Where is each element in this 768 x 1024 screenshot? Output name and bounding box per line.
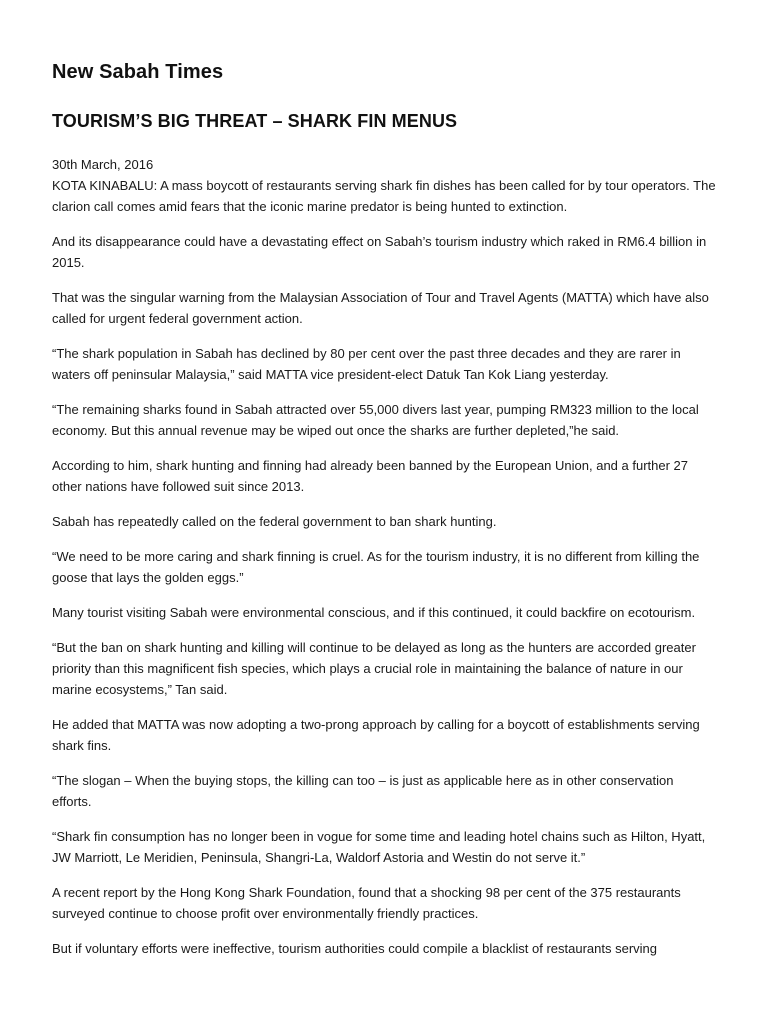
article-paragraph: “The slogan – When the buying stops, the killing can too – is just as applicable here as in other conservation efforts.	[52, 773, 674, 809]
article-paragraph	[52, 154, 716, 217]
article-body	[52, 154, 716, 973]
article-paragraph-text: KOTA KINABALU: A mass boycott of restaurants serving shark fin dishes has been called for by tour operators. The clarion call comes amid fears that the iconic marine predator is being hunted to extinction.	[52, 178, 716, 214]
article-paragraph: Sabah has repeatedly called on the federal government to ban shark hunting.	[52, 514, 497, 529]
article-paragraph: A recent report by the Hong Kong Shark Foundation, found that a shocking 98 per cent of the 375 restaurants surveyed continue to choose profit over environmentally friendly practices.	[52, 885, 681, 921]
article-paragraph: “But the ban on shark hunting and killing will continue to be delayed as long as the hunters are accorded greater priority than this magnificent fish species, which plays a crucial role in maintaining the balance of nature in our marine ecosystems,” Tan said.	[52, 640, 696, 697]
article-paragraph: “The remaining sharks found in Sabah attracted over 55,000 divers last year, pumping RM323 million to the local economy. But this annual revenue may be wiped out once the sharks are further depleted,”he said.	[52, 402, 699, 438]
article-paragraph: According to him, shark hunting and finning had already been banned by the European Union, and a further 27 other nations have followed suit since 2013.	[52, 458, 688, 494]
article-paragraph: Many tourist visiting Sabah were environmental conscious, and if this continued, it could backfire on ecotourism.	[52, 605, 696, 620]
article-date: 30th March, 2016	[52, 157, 154, 172]
publication-name: New Sabah Times	[52, 61, 224, 83]
article-headline: TOURISM’S BIG THREAT – SHARK FIN MENUS	[52, 111, 458, 131]
article-paragraph: “We need to be more caring and shark finning is cruel. As for the tourism industry, it is no different from killing the goose that lays the golden eggs.”	[52, 549, 700, 585]
article-paragraph: “The shark population in Sabah has declined by 80 per cent over the past three decades and they are rarer in waters off peninsular Malaysia,” said MATTA vice president-elect Datuk Tan Kok Liang yesterday.	[52, 346, 681, 382]
article-paragraph: But if voluntary efforts were ineffective, tourism authorities could compile a blacklist of restaurants serving	[52, 941, 658, 956]
article-paragraph: “Shark fin consumption has no longer been in vogue for some time and leading hotel chains such as Hilton, Hyatt, JW Marriott, Le Meridien, Peninsula, Shangri-La, Waldorf Astoria and Westin do not serve it.”	[52, 829, 706, 865]
article-paragraph: And its disappearance could have a devastating effect on Sabah’s tourism industry which raked in RM6.4 billion in 2015.	[52, 234, 707, 270]
article-paragraph: He added that MATTA was now adopting a two-prong approach by calling for a boycott of establishments serving shark fins.	[52, 717, 700, 753]
article-paragraph: That was the singular warning from the Malaysian Association of Tour and Travel Agents (MATTA) which have also called for urgent federal government action.	[52, 290, 709, 326]
